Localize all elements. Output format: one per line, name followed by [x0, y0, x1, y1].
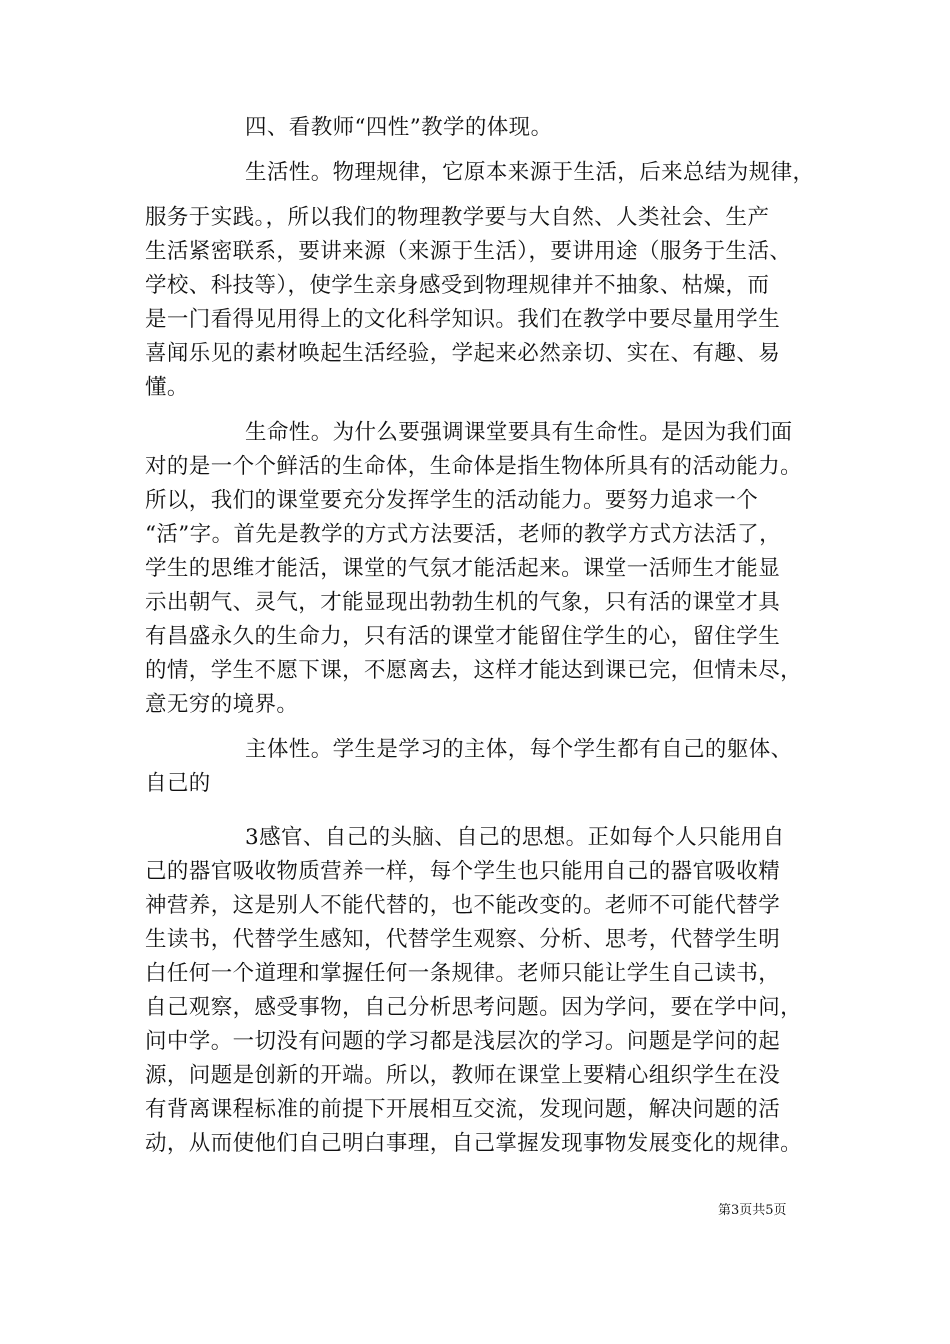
paragraph-line: 生活紧密联系，要讲来源（来源于生活），要讲用途（服务于生活、 — [145, 239, 792, 264]
paragraph-line: 有昌盛永久的生命力，只有活的课堂才能留住学生的心，留住学生 — [145, 624, 781, 649]
paragraph-line: 问中学。一切没有问题的学习都是浅层次的学习。问题是学问的起 — [145, 1029, 781, 1054]
paragraph-line: 学生的思维才能活，课堂的气氛才能活起来。课堂一活师生才能显 — [145, 556, 781, 581]
paragraph-line: 的情，学生不愿下课，不愿离去，这样才能达到课已完，但情未尽， — [145, 658, 803, 683]
paragraph-line: 服务于实践。，所以我们的物理教学要与大自然、人类社会、生产 — [145, 205, 770, 230]
section-heading: 四、看教师“四性”教学的体现。 — [245, 115, 553, 140]
paragraph-line: 生活性。物理规律，它原本来源于生活，后来总结为规律， — [245, 160, 815, 185]
paragraph-line: 己的器官吸收物质营养一样，每个学生也只能用自己的器官吸收精 — [145, 859, 781, 884]
paragraph-line: 所以，我们的课堂要充分发挥学生的活动能力。要努力追求一个 — [145, 488, 759, 513]
paragraph-line: 动，从而使他们自己明白事理，自己掌握发现事物发展变化的规律。 — [145, 1131, 803, 1156]
paragraph-line: 3感官、自己的头脑、自己的思想。正如每个人只能用自 — [245, 825, 785, 850]
paragraph-line: 有背离课程标准的前提下开展相互交流，发现问题，解决问题的活 — [145, 1097, 781, 1122]
paragraph-line: 懂。 — [145, 375, 189, 400]
paragraph-line: 生命性。为什么要强调课堂要具有生命性。是因为我们面 — [245, 420, 793, 445]
paragraph-line: 学校、科技等），使学生亲身感受到物理规律并不抽象、枯燥，而 — [145, 273, 770, 298]
paragraph-line: 是一门看得见用得上的文化科学知识。我们在教学中要尽量用学生 — [145, 307, 781, 332]
paragraph-line: 喜闻乐见的素材唤起生活经验，学起来必然亲切、实在、有趣、易 — [145, 341, 781, 366]
paragraph-line: 示出朝气、灵气，才能显现出勃勃生机的气象，只有活的课堂才具 — [145, 590, 781, 615]
paragraph-line: “活”字。首先是教学的方式方法要活，老师的教学方式方法活了， — [145, 522, 781, 547]
paragraph-line: 神营养，这是别人不能代替的，也不能改变的。老师不可能代替学 — [145, 893, 781, 918]
page-number: 第3页共5页 — [718, 1203, 787, 1218]
paragraph-line: 自己观察，感受事物，自己分析思考问题。因为学问，要在学中问， — [145, 995, 803, 1020]
paragraph-line: 自己的 — [145, 771, 211, 796]
paragraph-line: 主体性。学生是学习的主体，每个学生都有自己的躯体、 — [245, 737, 793, 762]
paragraph-line: 源，问题是创新的开端。所以，教师在课堂上要精心组织学生在没 — [145, 1063, 781, 1088]
paragraph-line: 意无穷的境界。 — [145, 692, 299, 717]
paragraph-line: 白任何一个道理和掌握任何一条规律。老师只能让学生自己读书， — [145, 961, 781, 986]
paragraph-line: 对的是一个个鲜活的生命体，生命体是指生物体所具有的活动能力。 — [145, 454, 803, 479]
paragraph-line: 生读书，代替学生感知，代替学生观察、分析、思考，代替学生明 — [145, 927, 781, 952]
